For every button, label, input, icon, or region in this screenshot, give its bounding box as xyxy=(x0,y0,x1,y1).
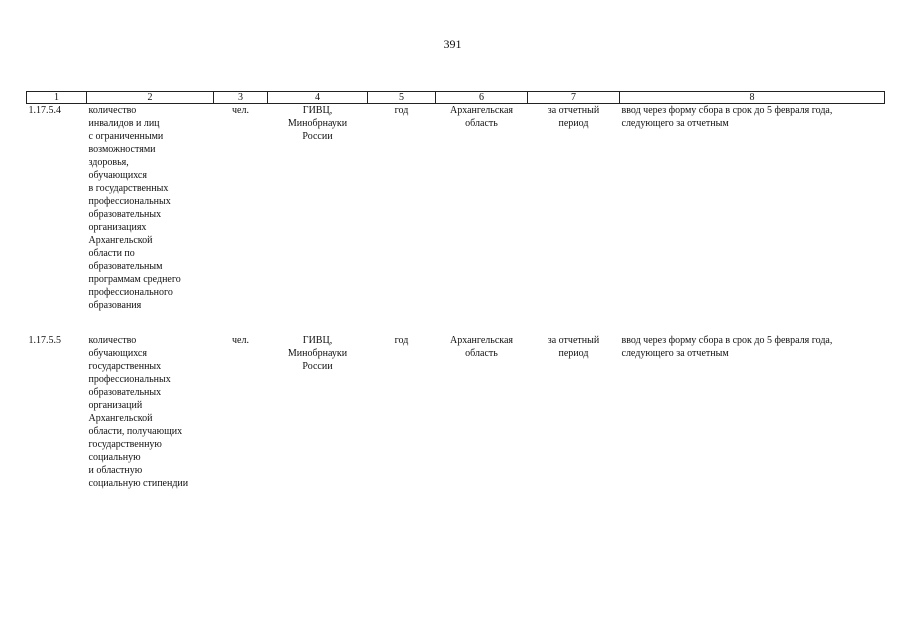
column-header: 1 xyxy=(27,92,87,104)
indicators-table xyxy=(26,91,885,490)
row-source: ГИВЦ, Минобрнауки России xyxy=(287,105,348,142)
row-code: 1.17.5.4 xyxy=(28,105,61,116)
column-header: 8 xyxy=(620,92,885,104)
row-method: ввод через форму сбора в срок до 5 февраля года, следующего за отчетным xyxy=(621,105,833,129)
column-header: 7 xyxy=(528,92,620,104)
column-header: 2 xyxy=(87,92,214,104)
column-header: 6 xyxy=(436,92,528,104)
row-source: ГИВЦ, Минобрнауки России xyxy=(287,335,348,372)
row-indicator: количество обучающихся государственных профессиональных образовательных организаций Архангельской области, получающих государственную социальную и областную социальную стипендии xyxy=(88,335,189,489)
column-header: 4 xyxy=(268,92,368,104)
row-indicator: количество инвалидов и лиц с ограниченными возможностями здоровья, обучающихся в государственных профессиональных образовательных организациях Архангельской области по образовательным программам среднего профессионального образования xyxy=(88,105,181,311)
row-periodicity: год xyxy=(394,105,409,116)
column-header: 3 xyxy=(214,92,268,104)
page-number: 391 xyxy=(443,37,462,51)
column-header: 5 xyxy=(368,92,436,104)
table-row xyxy=(27,104,885,335)
row-unit: чел. xyxy=(232,335,249,346)
row-period: за отчетный период xyxy=(547,335,600,359)
row-code: 1.17.5.5 xyxy=(28,335,61,346)
row-unit: чел. xyxy=(232,105,249,116)
row-periodicity: год xyxy=(394,335,409,346)
row-territory: Архангельская область xyxy=(449,335,514,359)
header-row xyxy=(27,92,885,104)
table-row xyxy=(27,334,885,490)
row-period: за отчетный период xyxy=(547,105,600,129)
row-territory: Архангельская область xyxy=(449,105,514,129)
row-method: ввод через форму сбора в срок до 5 февраля года, следующего за отчетным xyxy=(621,335,833,359)
